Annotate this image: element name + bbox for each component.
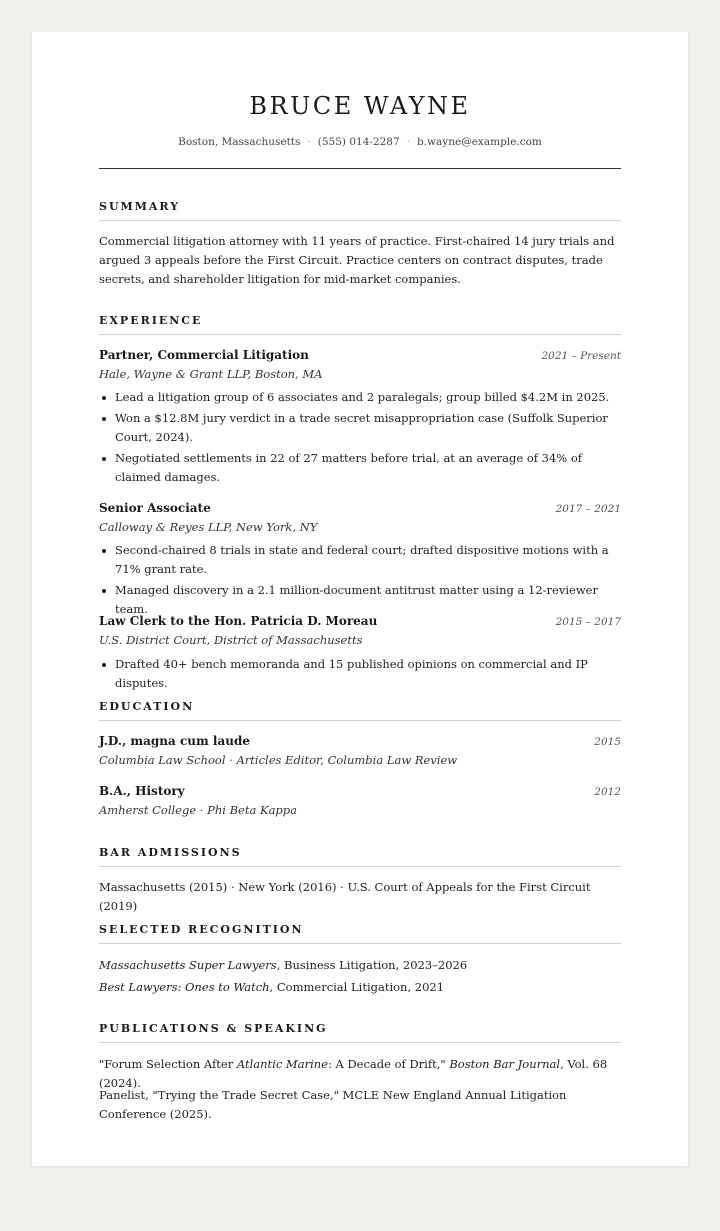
job-dates: 2017 – 2021 xyxy=(555,503,621,515)
resume-page xyxy=(32,32,688,1166)
job-role: Law Clerk to the Hon. Patricia D. Moreau xyxy=(99,614,378,628)
job-bullet: Lead a litigation group of 6 associates and 2 paralegals; group billed $4.2M in 2025. xyxy=(99,388,621,407)
job-bullets xyxy=(99,388,621,489)
recognition-detail: , Commercial Litigation, 2021 xyxy=(269,980,445,994)
job-bullet: Second-chaired 8 trials in state and federal court; drafted dispositive motions with a 71% grant rate. xyxy=(99,541,621,579)
job-organization: Calloway & Reyes LLP, New York, NY xyxy=(99,520,318,534)
recognition-item xyxy=(99,978,621,997)
job-organization: U.S. District Court, District of Massachusetts xyxy=(99,633,363,647)
contact-separator: · xyxy=(307,136,311,148)
contact-phone: (555) 014-2287 xyxy=(317,136,400,148)
speaking-item: Panelist, "Trying the Trade Secret Case," MCLE New England Annual Litigation Conference (2025). xyxy=(99,1088,567,1121)
degree-year: 2015 xyxy=(594,736,621,748)
recognition-detail: , Business Litigation, 2023–2026 xyxy=(276,958,468,972)
job-dates: 2021 – Present xyxy=(541,350,621,362)
job-role: Senior Associate xyxy=(99,501,211,515)
publication-text: , Vol. 68 (2024). xyxy=(99,1057,608,1090)
publication-journal: Boston Bar Journal xyxy=(449,1057,561,1071)
summary-heading: SUMMARY xyxy=(99,200,621,221)
publication-text: : A Decade of Drift," xyxy=(327,1057,450,1071)
school: Columbia Law School · Articles Editor, Columbia Law Review xyxy=(99,753,458,767)
recognition-heading: SELECTED RECOGNITION xyxy=(99,923,621,944)
candidate-name: BRUCE WAYNE xyxy=(249,92,471,120)
job-role: Partner, Commercial Litigation xyxy=(99,348,309,362)
header-divider xyxy=(99,168,621,169)
publications-heading: PUBLICATIONS & SPEAKING xyxy=(99,1022,621,1043)
contact-line xyxy=(99,136,621,148)
degree: B.A., History xyxy=(99,784,185,798)
school: Amherst College · Phi Beta Kappa xyxy=(99,803,298,817)
experience-heading: EXPERIENCE xyxy=(99,314,621,335)
publication-case: Atlantic Marine xyxy=(236,1057,328,1071)
job-organization: Hale, Wayne & Grant LLP, Boston, MA xyxy=(99,367,323,381)
job-bullets xyxy=(99,655,621,695)
job-bullet: Won a $12.8M jury verdict in a trade secret misappropriation case (Suffolk Superior Court, 2024). xyxy=(99,409,621,447)
job-bullet: Drafted 40+ bench memoranda and 15 published opinions on commercial and IP disputes. xyxy=(99,655,621,693)
contact-location: Boston, Massachusetts xyxy=(178,136,301,148)
recognition-publication: Massachusetts Super Lawyers xyxy=(99,958,277,972)
degree: J.D., magna cum laude xyxy=(99,734,250,748)
contact-separator: · xyxy=(406,136,410,148)
education-heading: EDUCATION xyxy=(99,700,621,721)
bar-admissions-text: Massachusetts (2015) · New York (2016) · U.S. Court of Appeals for the First Circuit (2019) xyxy=(99,880,591,913)
recognition-publication: Best Lawyers: Ones to Watch xyxy=(99,980,270,994)
summary-text: Commercial litigation attorney with 11 years of practice. First-chaired 14 jury trials and argued 3 appeals before the First Circuit. Practice centers on contract disputes, trade secrets, and shareholder litigation for mid-market companies. xyxy=(99,234,615,286)
contact-email[interactable]: b.wayne@example.com xyxy=(417,136,542,148)
job-bullet: Negotiated settlements in 22 of 27 matters before trial, at an average of 34% of claimed damages. xyxy=(99,449,621,487)
job-bullets xyxy=(99,541,621,621)
publication-text: "Forum Selection After xyxy=(99,1057,237,1071)
recognition-item xyxy=(99,956,621,975)
bar-admissions-heading: BAR ADMISSIONS xyxy=(99,846,621,867)
job-bullet: Managed discovery in a 2.1 million-document antitrust matter using a 12-reviewer team. xyxy=(99,581,621,619)
job-dates: 2015 – 2017 xyxy=(555,616,621,628)
degree-year: 2012 xyxy=(594,786,621,798)
